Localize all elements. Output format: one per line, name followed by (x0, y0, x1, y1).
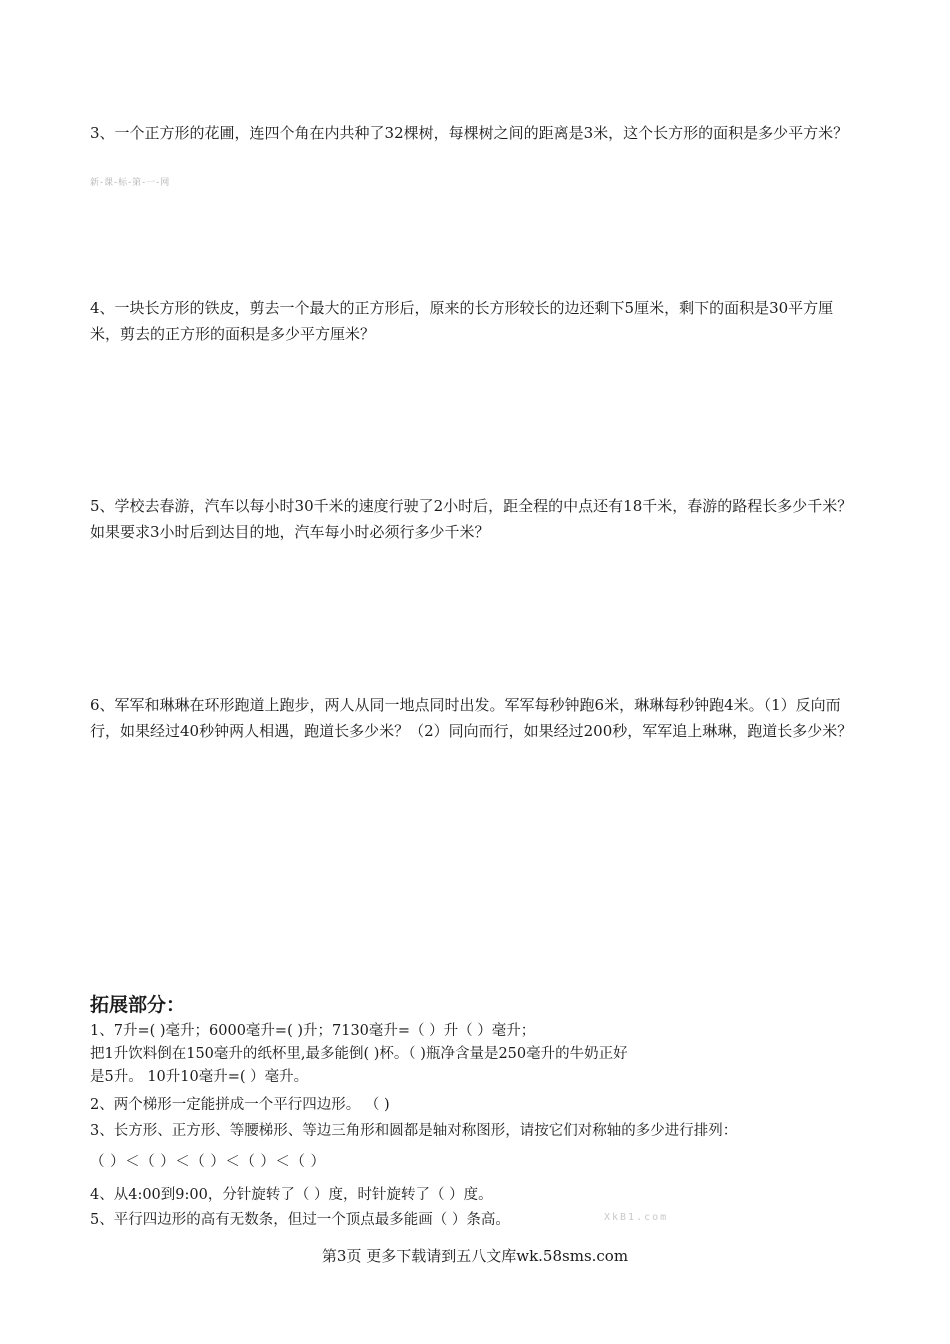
question-4: 4、一块长方形的铁皮，剪去一个最大的正方形后，原来的长方形较长的边还剩下5厘米，剩下的面积是30平方厘米，剪去的正方形的面积是多少平方厘米？ (90, 299, 834, 343)
question-6: 6、军军和琳琳在环形跑道上跑步，两人从同一地点同时出发。军军每秒钟跑6米，琳琳每秒钟跑4米。（1）反向而行，如果经过40秒钟两人相遇，跑道长多少米？（2）同向而行，如果经过200秒，军军追上琳琳，跑道长多少米？ (90, 696, 853, 740)
watermark-bottom: XkB1.com (604, 1212, 669, 1223)
question-5: 5、学校去春游，汽车以每小时30千米的速度行驶了2小时后，距全程的中点还有18千米，春游的路程长多少千米？如果要求3小时后到达目的地，汽车每小时必须行多少千米？ (90, 497, 853, 541)
extension-item-2: 2、两个梯形一定能拼成一个平行四边形。 （ ) (90, 1097, 390, 1113)
extension-item-1-line-2: 把1升饮料倒在150毫升的纸杯里,最多能倒( )杯。（ )瓶净含量是250毫升的牛奶正好 (90, 1046, 628, 1062)
extension-section-title: 拓展部分： (90, 994, 186, 1016)
question-3: 3、一个正方形的花圃，连四个角在内共种了32棵树，每棵树之间的距离是3米，这个长方形的面积是多少平方米？ (90, 124, 849, 142)
extension-item-3: 3、长方形、正方形、等腰梯形、等边三角形和圆都是轴对称图形，请按它们对称轴的多少进行排列： (90, 1123, 738, 1139)
extension-item-1-line-3: 是5升。 10升10毫升=( ）毫升。 (90, 1069, 309, 1085)
extension-item-4: 4、从4:00到9:00，分针旋转了（ ）度，时针旋转了（ ）度。 (90, 1187, 493, 1203)
watermark-top: 新-课-标-第-一-网 (90, 178, 171, 188)
extension-item-5: 5、平行四边形的高有无数条，但过一个顶点最多能画（ ）条高。 (90, 1212, 510, 1228)
page-footer: 第3页 更多下载请到五八文库wk.58sms.com (321, 1247, 629, 1265)
extension-item-3-ordering: （ ）＜（ ）＜（ ）＜（ ）＜（ ） (90, 1154, 326, 1170)
extension-item-1-line-1: 1、7升=( )毫升；6000毫升=( )升；7130毫升=（ ）升（ ）毫升； (90, 1023, 536, 1039)
